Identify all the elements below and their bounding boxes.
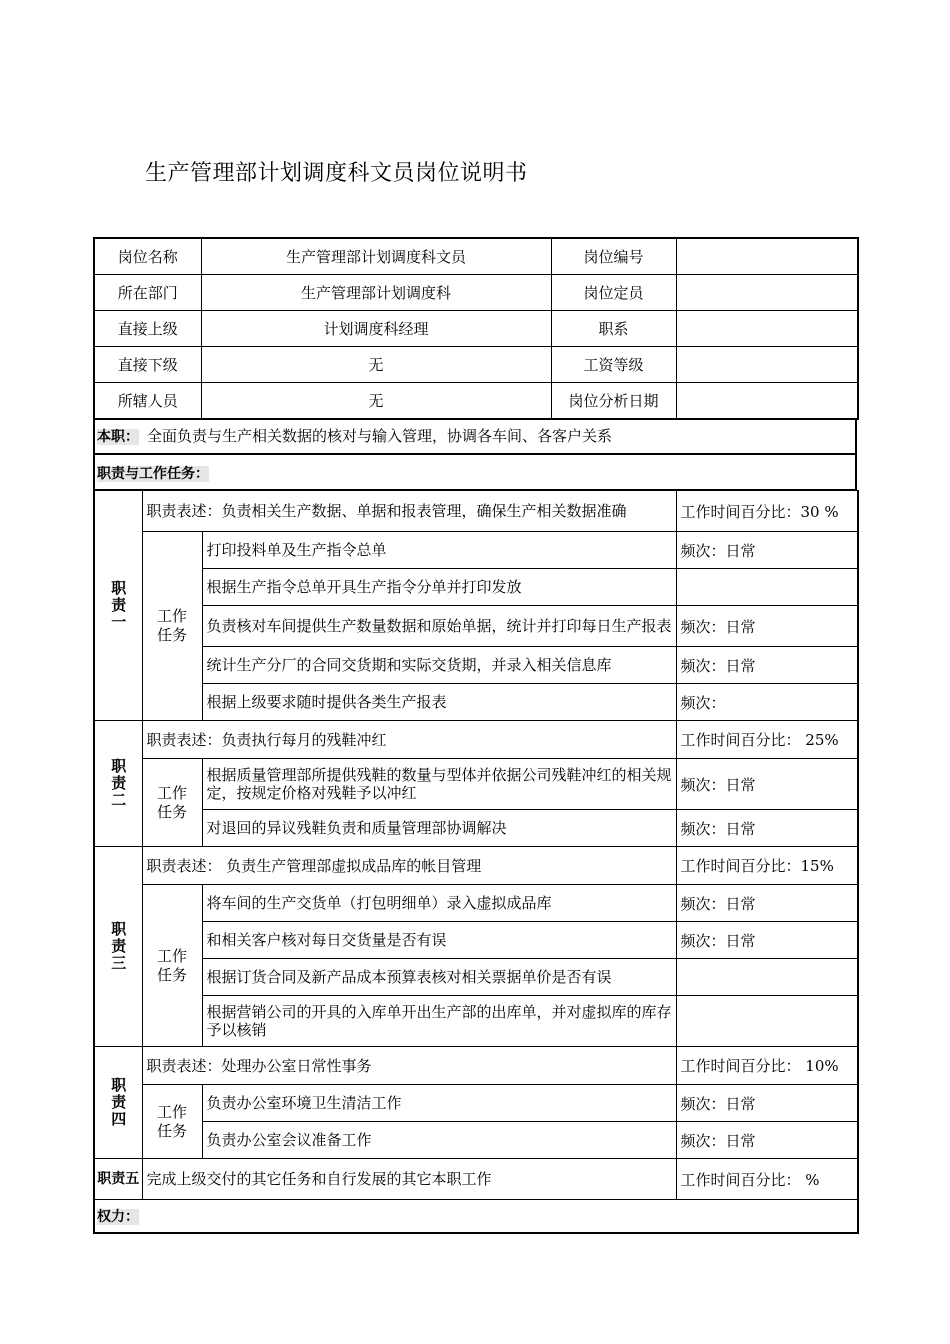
duty-description-row (94, 721, 858, 759)
task-row (94, 759, 858, 810)
duties-table (93, 490, 859, 1234)
time-percentage: 工作时间百分比： 25% (676, 721, 858, 759)
info-label: 所辖人员 (94, 383, 201, 420)
duty-description: 职责表述： 负责生产管理部虚拟成品库的帐目管理 (142, 847, 676, 885)
duty-five-text: 完成上级交付的其它任务和自行发展的其它本职工作 (142, 1159, 676, 1200)
task-text: 根据上级要求随时提供各类生产报表 (202, 684, 676, 721)
duties-header: 职责与工作任务： (97, 466, 209, 482)
task-text: 打印投料单及生产指令总单 (202, 532, 676, 569)
info-label: 直接上级 (94, 311, 201, 347)
task-frequency: 频次：日常 (676, 532, 858, 569)
time-percentage: 工作时间百分比： 10% (676, 1047, 858, 1085)
duty-description-row (94, 847, 858, 885)
duty-description: 职责表述：处理办公室日常性事务 (142, 1047, 676, 1085)
info-row (94, 347, 858, 383)
task-row (94, 532, 858, 569)
info-value (676, 347, 858, 383)
task-frequency: 频次： (676, 684, 858, 721)
time-percentage: 工作时间百分比： % (676, 1159, 858, 1200)
task-row (94, 1122, 858, 1159)
task-frequency: 频次：日常 (676, 885, 858, 922)
task-text: 负责核对车间提供生产数量数据和原始单据，统计并打印每日生产报表 (202, 606, 676, 647)
info-value: 无 (201, 383, 551, 420)
task-text: 根据营销公司的开具的入库单开出生产部的出库单，并对虚拟库的库存予以核销 (202, 996, 676, 1047)
task-group-label: 工作任务 (142, 885, 202, 1047)
info-value: 生产管理部计划调度科 (201, 275, 551, 311)
info-value: 生产管理部计划调度科文员 (201, 238, 551, 275)
task-row (94, 885, 858, 922)
task-text: 根据质量管理部所提供残鞋的数量与型体并依据公司残鞋冲红的相关规定，按规定价格对残鞋予以冲红 (202, 759, 676, 810)
power-row (94, 1200, 858, 1234)
duty-description-row (94, 491, 858, 532)
task-row (94, 996, 858, 1047)
task-frequency: 频次：日常 (676, 1122, 858, 1159)
info-label: 岗位编号 (551, 238, 676, 275)
task-frequency (676, 996, 858, 1047)
info-label: 岗位名称 (94, 238, 201, 275)
power-label: 权力： (97, 1209, 139, 1225)
info-row (94, 275, 858, 311)
duty-description-row (94, 1047, 858, 1085)
task-row (94, 569, 858, 606)
task-frequency (676, 569, 858, 606)
info-row (94, 311, 858, 347)
time-percentage: 工作时间百分比：30 % (676, 491, 858, 532)
task-text: 和相关客户核对每日交货量是否有误 (202, 922, 676, 959)
duty-label: 职责三 (94, 847, 142, 1047)
task-text: 负责办公室会议准备工作 (202, 1122, 676, 1159)
task-text: 将车间的生产交货单（打包明细单）录入虚拟成品库 (202, 885, 676, 922)
task-frequency (676, 959, 858, 996)
info-row (94, 238, 858, 275)
page-title: 生产管理部计划调度科文员岗位说明书 (145, 161, 528, 186)
task-row (94, 959, 858, 996)
main-duty-text: 全面负责与生产相关数据的核对与输入管理，协调各车间、各客户关系 (147, 427, 613, 445)
task-row (94, 606, 858, 647)
info-row (94, 383, 858, 420)
duties-header-row (93, 455, 857, 491)
info-label: 直接下级 (94, 347, 201, 383)
task-frequency: 频次：日常 (676, 759, 858, 810)
task-frequency: 频次：日常 (676, 810, 858, 847)
time-percentage: 工作时间百分比：15% (676, 847, 858, 885)
info-label: 所在部门 (94, 275, 201, 311)
task-group-label: 工作任务 (142, 532, 202, 721)
task-group-label: 工作任务 (142, 759, 202, 847)
task-text: 统计生产分厂的合同交货期和实际交货期，并录入相关信息库 (202, 647, 676, 684)
main-duty-label: 本职： (97, 429, 139, 445)
task-frequency: 频次：日常 (676, 606, 858, 647)
duty-description: 职责表述：负责相关生产数据、单据和报表管理，确保生产相关数据准确 (142, 491, 676, 532)
task-frequency: 频次：日常 (676, 922, 858, 959)
duty-description: 职责表述：负责执行每月的残鞋冲红 (142, 721, 676, 759)
position-info-table (93, 237, 859, 420)
duty-label: 职责五 (94, 1159, 142, 1200)
info-value (676, 383, 858, 420)
duty-label: 职责一 (94, 491, 142, 721)
info-value: 计划调度科经理 (201, 311, 551, 347)
info-label: 工资等级 (551, 347, 676, 383)
duty-five-row (94, 1159, 858, 1200)
task-row (94, 922, 858, 959)
task-text: 根据生产指令总单开具生产指令分单并打印发放 (202, 569, 676, 606)
info-value (676, 311, 858, 347)
main-duty-row (93, 419, 857, 455)
info-value: 无 (201, 347, 551, 383)
task-row (94, 810, 858, 847)
info-label: 岗位定员 (551, 275, 676, 311)
info-value (676, 275, 858, 311)
task-group-label: 工作任务 (142, 1085, 202, 1159)
task-text: 负责办公室环境卫生清洁工作 (202, 1085, 676, 1122)
duty-label: 职责二 (94, 721, 142, 847)
task-row (94, 647, 858, 684)
task-frequency: 频次：日常 (676, 647, 858, 684)
task-frequency: 频次：日常 (676, 1085, 858, 1122)
info-label: 职系 (551, 311, 676, 347)
task-row (94, 1085, 858, 1122)
task-text: 对退回的异议残鞋负责和质量管理部协调解决 (202, 810, 676, 847)
task-text: 根据订货合同及新产品成本预算表核对相关票据单价是否有误 (202, 959, 676, 996)
task-row (94, 684, 858, 721)
info-value (676, 238, 858, 275)
duty-label: 职责四 (94, 1047, 142, 1159)
info-label: 岗位分析日期 (551, 383, 676, 420)
